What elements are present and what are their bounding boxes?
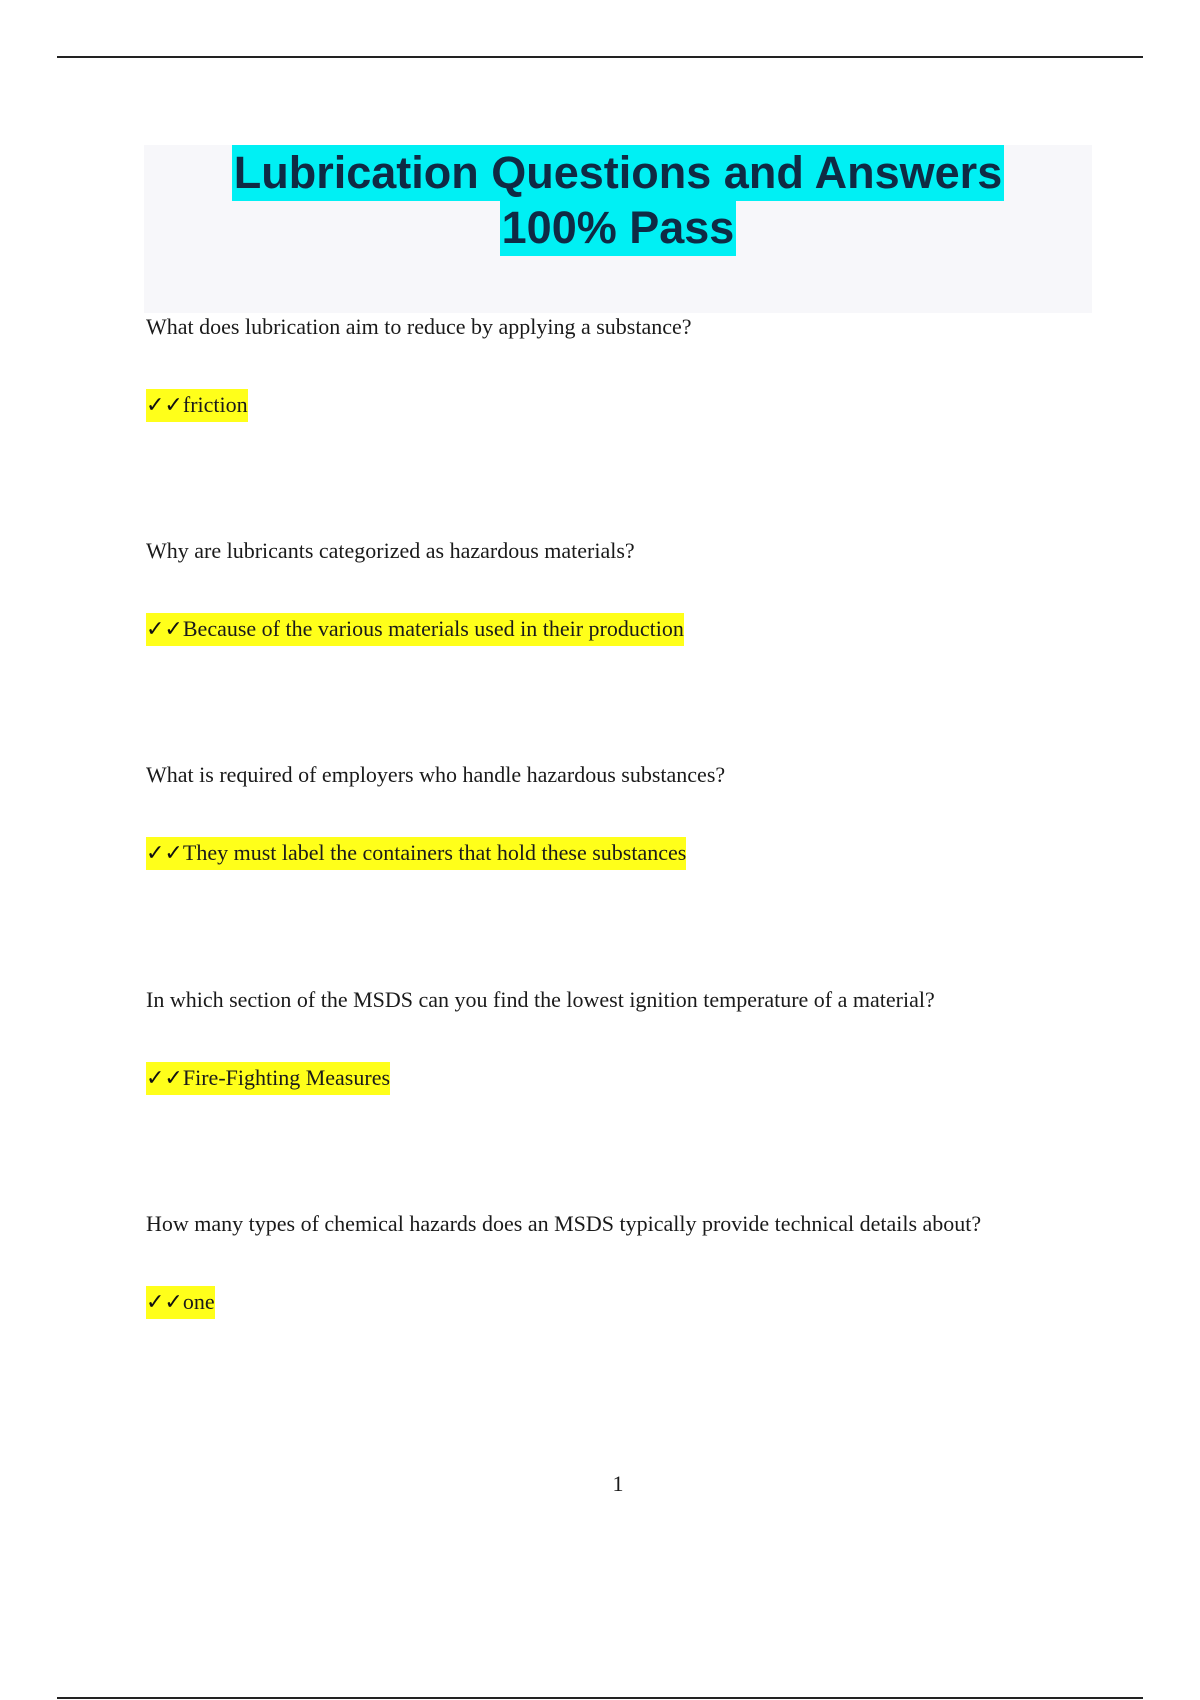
question-text: What does lubrication aim to reduce by applying a substance? xyxy=(146,314,692,339)
question-text: What is required of employers who handle hazardous substances? xyxy=(146,762,726,787)
qa-item-5 xyxy=(146,1210,1146,1315)
document-title-line-2: 100% Pass xyxy=(500,200,737,256)
bottom-rule xyxy=(57,1697,1143,1699)
answer-highlight xyxy=(146,1286,215,1319)
answer-highlight xyxy=(146,837,686,870)
document-title-line-1: Lubrication Questions and Answers xyxy=(232,145,1004,201)
double-check-icon: ✓✓ xyxy=(146,841,183,866)
question-text: Why are lubricants categorized as hazardous materials? xyxy=(146,538,635,563)
double-check-icon: ✓✓ xyxy=(146,1290,183,1315)
double-check-icon: ✓✓ xyxy=(146,393,183,418)
qa-item-3 xyxy=(146,761,1146,866)
answer-text: one xyxy=(182,1289,215,1314)
answer-highlight xyxy=(146,389,248,422)
answer-highlight xyxy=(146,613,684,646)
page-number: 1 xyxy=(612,1471,624,1496)
qa-item-2 xyxy=(146,537,1146,642)
top-rule xyxy=(57,56,1143,58)
answer-text: Fire-Fighting Measures xyxy=(182,1065,391,1090)
question-text: How many types of chemical hazards does an MSDS typically provide technical details about? xyxy=(146,1211,982,1236)
answer-highlight xyxy=(146,1062,390,1095)
answer-text: They must label the containers that hold these substances xyxy=(182,840,687,865)
double-check-icon: ✓✓ xyxy=(146,617,183,642)
double-check-icon: ✓✓ xyxy=(146,1066,183,1091)
qa-item-1 xyxy=(146,313,1146,418)
title-block xyxy=(144,145,1092,313)
question-text: In which section of the MSDS can you find the lowest ignition temperature of a material? xyxy=(146,987,935,1012)
answer-text: friction xyxy=(182,392,248,417)
qa-item-4 xyxy=(146,986,1146,1091)
answer-text: Because of the various materials used in their production xyxy=(182,616,684,641)
